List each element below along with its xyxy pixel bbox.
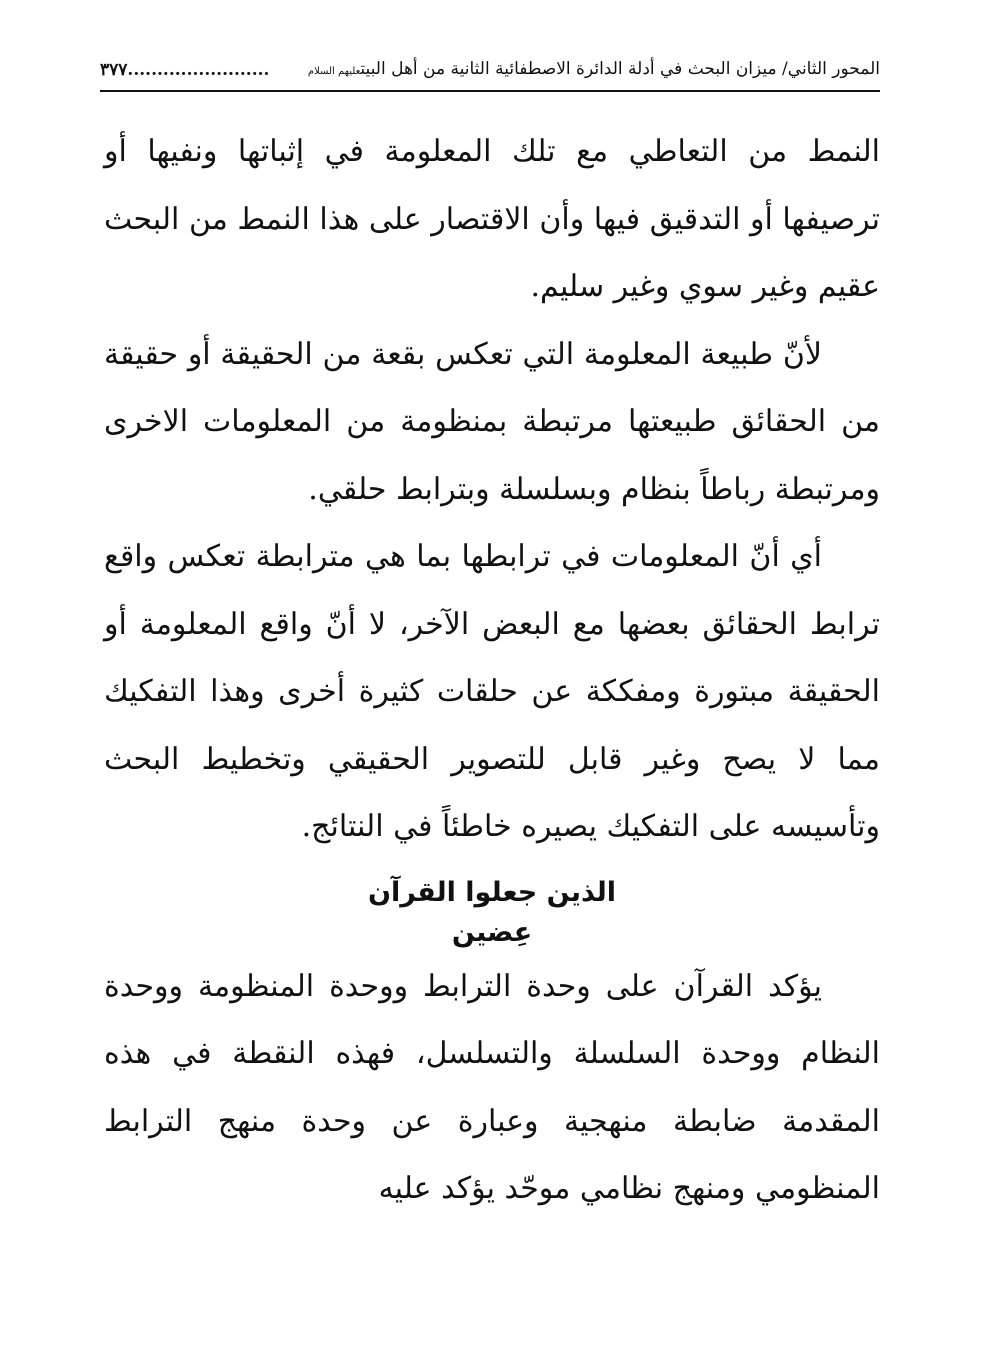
paragraph-quran-unity: يؤكد القرآن على وحدة الترابط ووحدة المنظومة ووحدة النظام ووحدة السلسلة والتسلسل، فهذه النقطة في هذه المقدمة ضابطة منهجية وعبارة عن وحدة منهج الترابط المنظومي ومنهج نظامي موحّد يؤكد عليه: [104, 968, 880, 1206]
heading-spacer: [104, 861, 880, 869]
honorific-glyph: عليهم السلام: [307, 65, 361, 77]
section-heading: [104, 873, 880, 953]
running-header: [100, 50, 880, 92]
header-title-text: المحور الثاني/ ميزان البحث في أدلة الدائرة الاصطفائية الثانية من أهل البيت: [360, 58, 880, 79]
paragraph-interconnection: أي أنّ المعلومات في ترابطها بما هي مترابطة تعكس واقع ترابط الحقائق بعضها مع البعض الآخر، لا أنّ واقع المعلومة أو الحقيقة مبتورة ومفككة عن حلقات كثيرة أخرى وهذا التفكيك مما لا يصح وغير قابل للتصوير الحقيقي وتخطيط البحث وتأسيسه على التفكيك يصيره خاطئاً في النتائج.: [104, 539, 880, 844]
body-text: [104, 118, 880, 1223]
section-heading-line-1: الذين جعلوا القرآن: [367, 876, 617, 908]
header-title: [308, 57, 880, 84]
section-heading-line-2: عِضين: [451, 916, 533, 948]
paragraph-continuation: النمط من التعاطي مع تلك المعلومة في إثباتها ونفيها أو ترصيفها أو التدقيق فيها وأن الاقتصار على هذا النمط من البحث عقيم وغير سوي وغير سليم.: [104, 134, 880, 304]
page-number: ٣٧٧........................: [100, 60, 270, 80]
paragraph-nature-of-information: لأنّ طبيعة المعلومة التي تعكس بقعة من الحقيقة أو حقيقة من الحقائق طبيعتها مرتبطة بمنظومة من المعلومات الاخرى ومرتبطة رباطاً بنظام وبسلسلة وبترابط حلقي.: [104, 336, 880, 507]
